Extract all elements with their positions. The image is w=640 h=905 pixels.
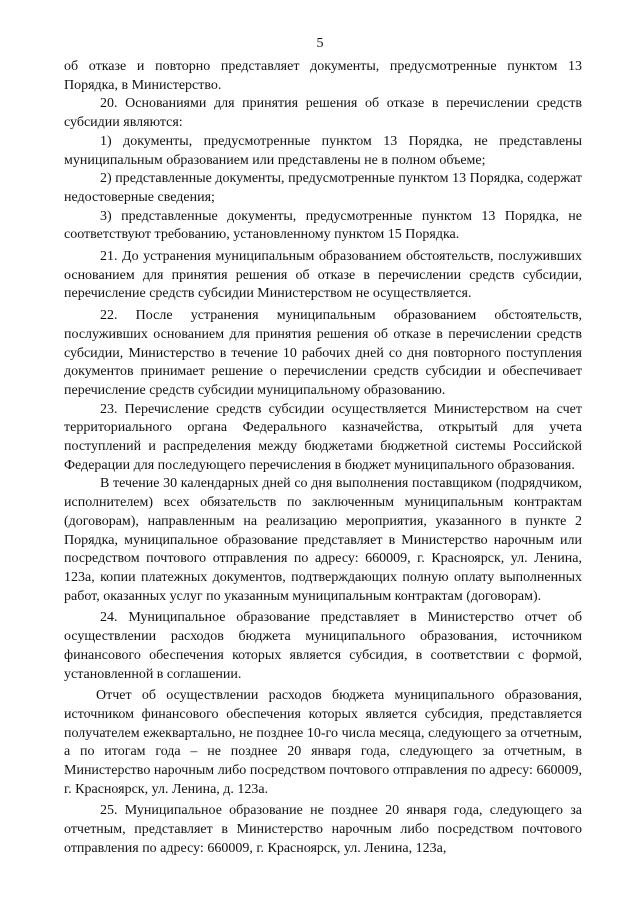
paragraph-subitem-3: 3) представленные документы, предусмотренные пунктом 13 Порядка, не соответствуют требованию, установленному пунктом 15 Порядка. <box>64 208 582 243</box>
document-body <box>64 58 582 859</box>
paragraph-item-21: 21. До устранения муниципальным образованием обстоятельств, послуживших основанием для принятия решения об отказе в перечислении средств субсидии, перечисление средств субсидии Министерством не осуществляется. <box>64 249 582 302</box>
paragraph-item-24: 24. Муниципальное образование представляет в Министерство отчет об осуществлении расходов бюджета муниципального образования, источником финансового обеспечения которых является субсидия, в соответствии с формой, установленной в соглашении. <box>64 610 582 682</box>
paragraph-subitem-2: 2) представленные документы, предусмотренные пунктом 13 Порядка, содержат недостоверные сведения; <box>64 171 582 205</box>
paragraph-item-25: 25. Муниципальное образование не позднее 20 января года, следующего за отчетным, представляет в Министерство нарочным либо посредством почтового отправления по адресу: 660009, г. Красноярск, ул. Ленина, 123а, <box>64 803 582 856</box>
paragraph-subitem-1: 1) документы, предусмотренные пунктом 13 Порядка, не представлены муниципальным образованием или представлены не в полном объеме; <box>64 133 582 168</box>
page-number: 5 <box>316 36 324 51</box>
paragraph-item-20: 20. Основаниями для принятия решения об отказе в перечислении средств субсидии являются: <box>64 96 582 131</box>
paragraph-item-22: 22. После устранения муниципальным образованием обстоятельств, послуживших основанием для принятия решения об отказе в перечислении средств субсидии, Министерство в течение 10 рабочих дней со дня повторного поступления документов принимает решение о перечислении средств субсидии и обеспечивает перечисление средств субсидии муниципальному образованию. <box>64 308 582 398</box>
paragraph-item-24-report: Отчет об осуществлении расходов бюджета муниципального образования, источником финансового обеспечения которых является субсидия, представляется получателем ежеквартально, не позднее 10-го числа месяца, следующего за отчетным, а по итогам года – не позднее 20 января года, следующего за отчетным, в Министерство нарочным либо посредством почтового отправления по адресу: 660009, г. Красноярск, ул. Ленина, д. 123а. <box>64 688 582 797</box>
paragraph-item-23: 23. Перечисление средств субсидии осуществляется Министерством на счет территориального органа Федерального казначейства, открытый для учета поступлений и распределения между бюджетами бюджетной системы Российской Федерации для последующего перечисления в бюджет муниципального образования. <box>64 401 582 473</box>
paragraph-continuation: об отказе и повторно представляет документы, предусмотренные пунктом 13 Порядка, в Министерство. <box>64 59 582 93</box>
paragraph-item-23-documents: В течение 30 календарных дней со дня выполнения поставщиком (подрядчиком, исполнителем) всех обязательств по заключенным муниципальным контрактам (договорам), направленным на реализацию мероприятия, указанного в пункте 2 Порядка, муниципальное образование представляет в Министерство нарочным или посредством почтового отправления по адресу: 660009, г. Красноярск, ул. Ленина, 123а, копии платежных документов, подтверждающих полную оплату выполненных работ, оказанных услуг по указанным муниципальным контрактам (договорам). <box>64 476 582 604</box>
